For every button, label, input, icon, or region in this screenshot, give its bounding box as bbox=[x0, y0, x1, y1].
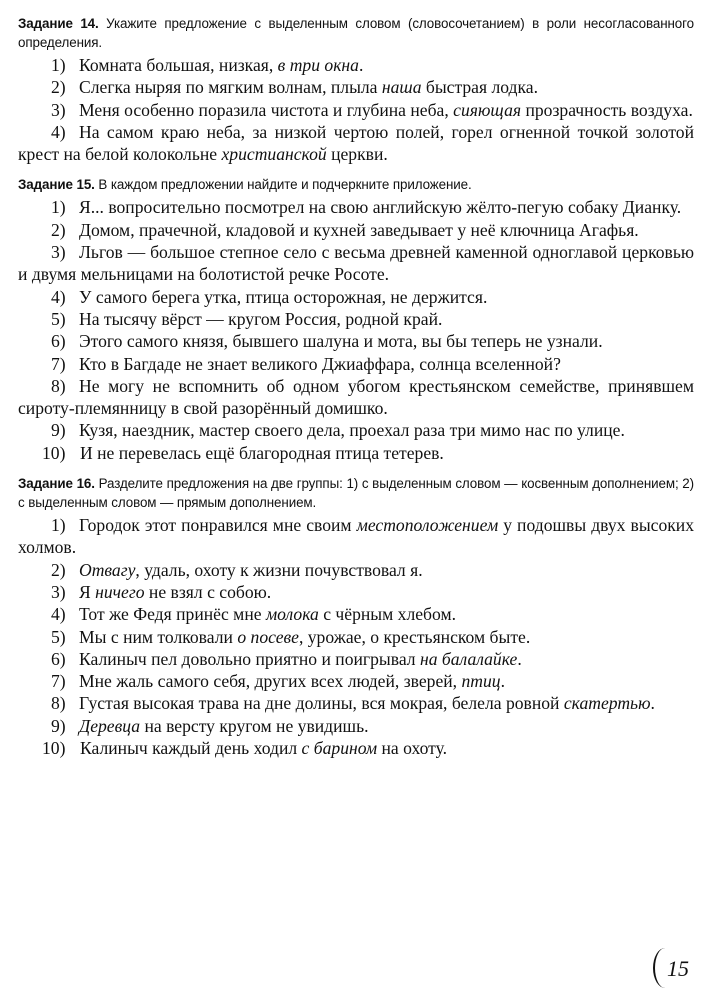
highlighted-word: о посеве bbox=[237, 626, 299, 647]
sentence-text: И не перевелась ещё благородная птица тетерев. bbox=[80, 442, 444, 463]
highlighted-word: сияющая bbox=[453, 99, 522, 120]
sentence bbox=[18, 581, 694, 603]
task-15-instruction: В каждом предложении найдите и подчеркните приложение. bbox=[98, 177, 472, 193]
sentence-number: 8) bbox=[51, 693, 71, 714]
sentence-number: 3) bbox=[51, 581, 71, 602]
sentence bbox=[18, 353, 694, 375]
sentence-text: Густая высокая трава на дне долины, вся мокрая, белела ровной bbox=[79, 693, 564, 714]
sentence-text: На тысячу вёрст — кругом Россия, родной край. bbox=[79, 308, 443, 329]
sentence-text: , удаль, охоту к жизни почувствовал я. bbox=[135, 559, 423, 580]
sentence-text: На самом краю неба, за низкой чертою полей, горел огненной точкой золотой крест на белой колокольне bbox=[18, 121, 694, 165]
sentence-text: церкви. bbox=[326, 144, 388, 165]
sentence-number: 8) bbox=[51, 375, 71, 396]
sentence-text: у подошвы двух высоких холмов. bbox=[18, 515, 695, 558]
sentence bbox=[18, 286, 694, 308]
sentence-number: 1) bbox=[51, 55, 71, 75]
task-16 bbox=[18, 474, 694, 759]
sentence-text: . bbox=[650, 693, 655, 714]
highlighted-word: Деревца bbox=[79, 715, 141, 736]
page-number-text: 15 bbox=[667, 956, 689, 981]
sentence bbox=[18, 330, 694, 352]
page-number-ornament bbox=[653, 948, 677, 988]
sentence bbox=[18, 670, 694, 692]
sentence-number: 2) bbox=[51, 219, 71, 240]
sentence-text: на охоту. bbox=[377, 738, 448, 759]
sentence-text: , урожае, о крестьянском быте. bbox=[298, 626, 531, 647]
sentence-text: Тот же Федя принёс мне bbox=[79, 604, 266, 625]
task-15-items bbox=[18, 196, 694, 464]
sentence bbox=[18, 99, 694, 121]
sentence bbox=[18, 626, 694, 648]
sentence-text: на версту кругом не увидишь. bbox=[140, 715, 369, 736]
sentence bbox=[18, 219, 694, 241]
sentence-text: Не могу не вспомнить об одном убогом крестьянском семействе, принявшем сироту-племянницу в свой разорённый домишко. bbox=[18, 375, 694, 419]
sentence-text: Комната большая, низкая, bbox=[79, 55, 278, 75]
page-number bbox=[667, 956, 689, 982]
highlighted-word: Отвагу bbox=[79, 559, 136, 580]
task-14-items bbox=[18, 54, 694, 165]
sentence bbox=[18, 241, 694, 286]
task-15-title: Задание 15. bbox=[18, 177, 95, 193]
sentence-text: Городок этот понравился мне своим bbox=[79, 515, 357, 536]
sentence-number: 2) bbox=[51, 77, 71, 98]
sentence-text: Слегка ныряя по мягким волнам, плыла bbox=[79, 77, 382, 98]
highlighted-word: наша bbox=[381, 77, 422, 98]
sentence-number: 1) bbox=[51, 515, 71, 536]
sentence-number: 10) bbox=[42, 738, 70, 759]
highlighted-word: христианской bbox=[221, 144, 327, 165]
sentence-text: Я bbox=[79, 581, 96, 602]
sentence-text: прозрачность воздуха. bbox=[521, 99, 693, 120]
sentence-text: быстрая лодка. bbox=[421, 77, 538, 98]
highlighted-word: ничего bbox=[95, 581, 145, 602]
sentence-text: У самого берега утка, птица осторожная, не держится. bbox=[79, 286, 488, 307]
sentence-text: . bbox=[500, 671, 505, 692]
sentence bbox=[18, 121, 694, 166]
sentence-number: 7) bbox=[51, 671, 71, 692]
highlighted-word: в три окна bbox=[277, 55, 359, 75]
sentence-text: Кто в Багдаде не знает великого Джиаффара, солнца вселенной? bbox=[79, 353, 561, 374]
highlighted-word: местоположением bbox=[356, 515, 499, 536]
sentence-text: Меня особенно поразила чистота и глубина неба, bbox=[79, 99, 454, 120]
sentence bbox=[18, 559, 694, 581]
sentence bbox=[18, 648, 694, 670]
sentence-text: . bbox=[358, 55, 364, 75]
sentence-number: 6) bbox=[51, 331, 71, 352]
sentence-text: Этого самого князя, бывшего шалуна и мота, вы бы теперь не узнали. bbox=[79, 331, 603, 352]
sentence-number: 4) bbox=[51, 121, 71, 142]
sentence bbox=[18, 603, 694, 625]
sentence-text: Льгов — большое степное село с весьма древней каменной одноглавой церковью и двумя мельницами на болотистой речке Росоте. bbox=[18, 242, 694, 285]
sentence-number: 7) bbox=[51, 353, 71, 374]
sentence-text: Мы с ним толковали bbox=[79, 626, 238, 647]
sentence-number: 5) bbox=[51, 308, 71, 329]
task-15-heading bbox=[18, 175, 694, 194]
task-16-items bbox=[18, 514, 694, 759]
sentence bbox=[18, 737, 694, 759]
sentence-number: 9) bbox=[51, 420, 71, 441]
textbook-page bbox=[18, 14, 694, 769]
sentence-text: не взял с собою. bbox=[144, 581, 272, 602]
sentence bbox=[18, 419, 694, 441]
sentence-text: с чёрным хлебом. bbox=[318, 604, 456, 625]
task-14-title: Задание 14. bbox=[18, 16, 99, 31]
sentence-number: 1) bbox=[51, 197, 71, 218]
sentence-number: 6) bbox=[51, 648, 71, 669]
sentence bbox=[18, 442, 694, 464]
highlighted-word: скатертью bbox=[563, 693, 651, 714]
sentence bbox=[18, 196, 694, 218]
task-16-title: Задание 16. bbox=[18, 476, 95, 492]
sentence-text: . bbox=[517, 648, 522, 669]
task-15 bbox=[18, 175, 694, 464]
task-16-heading bbox=[18, 474, 694, 512]
sentence-number: 3) bbox=[51, 99, 71, 120]
sentence-number: 4) bbox=[51, 286, 71, 307]
task-14-heading bbox=[18, 14, 694, 52]
sentence-number: 2) bbox=[51, 559, 71, 580]
sentence-number: 9) bbox=[51, 715, 71, 736]
sentence-text: Калиныч пел довольно приятно и поигрывал bbox=[79, 648, 420, 669]
task-14-instruction: Укажите предложение с выделенным словом (словосочетанием) в роли несогласованного определения. bbox=[18, 16, 694, 50]
sentence-text: Кузя, наездник, мастер своего дела, проехал раза три мимо нас по улице. bbox=[79, 420, 625, 441]
sentence-text: Домом, прачечной, кладовой и кухней заведывает у неё ключница Агафья. bbox=[79, 219, 639, 240]
highlighted-word: с барином bbox=[301, 738, 378, 759]
highlighted-word: на балалайке bbox=[419, 648, 518, 669]
task-16-instruction: Разделите предложения на две группы: 1) с выделенным словом — косвенным дополнением; 2) с выделенным словом — прямым дополнением. bbox=[18, 476, 694, 511]
sentence bbox=[18, 692, 694, 714]
sentence bbox=[18, 54, 694, 76]
sentence-text: Я... вопросительно посмотрел на свою английскую жёлто-пегую собаку Дианку. bbox=[79, 197, 682, 218]
sentence bbox=[18, 76, 694, 98]
task-14 bbox=[18, 14, 694, 165]
sentence-number: 5) bbox=[51, 626, 71, 647]
highlighted-word: молока bbox=[265, 604, 319, 625]
sentence bbox=[18, 514, 694, 559]
sentence-number: 10) bbox=[42, 442, 70, 463]
sentence bbox=[18, 308, 694, 330]
sentence-text: Калиныч каждый день ходил bbox=[80, 738, 302, 759]
sentence-number: 4) bbox=[51, 604, 71, 625]
sentence-text: Мне жаль самого себя, других всех людей, зверей, bbox=[79, 671, 462, 692]
sentence bbox=[18, 375, 694, 420]
sentence bbox=[18, 715, 694, 737]
highlighted-word: птиц bbox=[461, 671, 501, 692]
sentence-number: 3) bbox=[51, 242, 71, 263]
